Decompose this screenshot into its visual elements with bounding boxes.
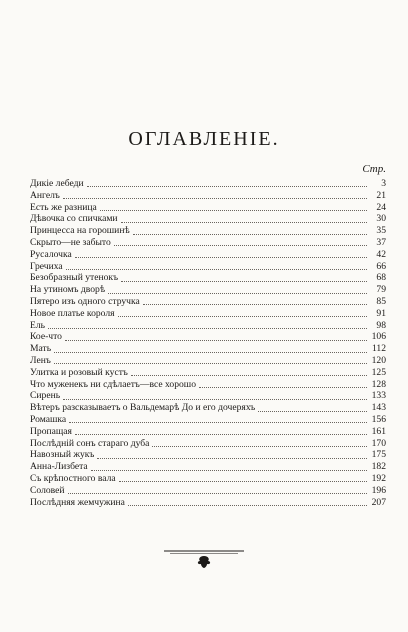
toc-entry-title: Анна-Лизбета [30, 461, 88, 473]
toc-entry [30, 308, 386, 320]
toc-leader-dots [258, 411, 367, 412]
toc-entry-page: 30 [376, 213, 386, 225]
page-title: ОГЛАВЛЕНIЕ. [128, 128, 280, 150]
toc-entry [30, 237, 386, 249]
toc-leader-dots [54, 352, 367, 353]
toc-entry-title: Гречиха [30, 260, 63, 272]
toc-entry [30, 473, 386, 485]
toc-entry-page: 128 [371, 378, 386, 390]
toc-entry-page: 98 [376, 319, 386, 331]
toc-entry-title: Мать [30, 343, 52, 355]
toc-entry-title: Дикiе лебеди [30, 178, 84, 189]
toc-leader-dots [75, 257, 367, 258]
toc-entry-page: 79 [376, 284, 386, 296]
toc-leader-dots [143, 304, 367, 305]
toc-entry-title: Ленъ [30, 354, 51, 366]
toc-entry-title: Принцесса на горошинѣ [30, 225, 130, 237]
toc-entry-page: 106 [371, 331, 386, 343]
toc-leader-dots [108, 293, 367, 294]
toc-entry-title: Дѣвочка со спичками [30, 213, 118, 225]
toc-entry-page: 68 [376, 272, 386, 284]
toc-entry [30, 225, 386, 237]
toc-entry [30, 190, 386, 202]
toc-entry [30, 414, 386, 426]
toc-entry-page: 207 [371, 496, 386, 508]
toc-entry-page: 35 [376, 225, 386, 237]
toc-entry [30, 202, 386, 214]
toc-entry [30, 320, 386, 332]
toc-leader-dots [100, 210, 367, 211]
toc-entry-page: 133 [371, 390, 386, 402]
toc-leader-dots [118, 316, 367, 317]
toc-entry-title: Послѣдняя жемчужина [30, 496, 125, 508]
toc-entry-page: 112 [371, 343, 386, 355]
toc-entry [30, 272, 386, 284]
toc-entry-title: Навозный жукъ [30, 449, 95, 461]
toc-entry [30, 390, 386, 402]
toc-entry-title: Сирень [30, 390, 61, 402]
toc-entry [30, 367, 386, 379]
toc-leader-dots [199, 387, 367, 388]
toc-entry-page: 192 [371, 472, 386, 484]
toc-leader-dots [87, 186, 367, 187]
toc-entry [30, 497, 386, 509]
toc-entry-title: Есть же разница [30, 201, 97, 213]
toc-leader-dots [54, 363, 367, 364]
toc-entry [30, 449, 386, 461]
toc-entry [30, 402, 386, 414]
toc-entry-title: Скрыто—не забыто [30, 236, 111, 248]
toc-entry-title: Соловей [30, 484, 65, 496]
toc-entry [30, 461, 386, 473]
toc-entry-title: Кое-что [30, 331, 62, 343]
toc-entry-title: Новое платье короля [30, 307, 115, 319]
toc-entry-page: 21 [376, 189, 386, 201]
toc-entry-page: 125 [371, 366, 386, 378]
toc-entry [30, 426, 386, 438]
toc-entry-page: 175 [371, 449, 386, 461]
toc-entry-title: Безобразный утенокъ [30, 272, 119, 284]
page-column-label: Стр. [362, 163, 386, 175]
toc-entry [30, 331, 386, 343]
toc-entry-title: На утиномъ дворѣ [30, 284, 106, 296]
toc-entry-title: Ангелъ [30, 189, 60, 201]
toc-entry-title: Ель [30, 319, 46, 331]
toc-leader-dots [121, 281, 367, 282]
toc-entry [30, 296, 386, 308]
toc-leader-dots [69, 422, 367, 423]
toc-entry-title: Что муженекъ ни сдѣлаетъ—все хорошо [30, 378, 196, 390]
toc-entry [30, 438, 386, 450]
toc-entry [30, 355, 386, 367]
toc-entry-page: 37 [376, 236, 386, 248]
toc-entry-page: 91 [376, 307, 386, 319]
toc-entry-title: Съ крѣпостного вала [30, 472, 116, 484]
toc-leader-dots [91, 470, 367, 471]
toc-leader-dots [97, 458, 367, 459]
toc-entry [30, 213, 386, 225]
toc-leader-dots [119, 481, 367, 482]
toc-entry-title: Послѣднiй сонъ стараго дуба [30, 437, 150, 449]
toc-entry-page: 170 [371, 437, 386, 449]
toc-entry-page: 161 [371, 425, 386, 437]
table-of-contents [30, 178, 386, 508]
toc-entry-title: Русалочка [30, 248, 72, 260]
toc-entry [30, 485, 386, 497]
toc-entry-title: Пятеро изъ одного стручка [30, 295, 140, 307]
toc-leader-dots [68, 493, 367, 494]
toc-entry-page: 120 [371, 354, 386, 366]
toc-leader-dots [66, 269, 367, 270]
toc-entry [30, 249, 386, 261]
toc-entry-page: 196 [371, 484, 386, 496]
toc-entry [30, 261, 386, 273]
decorative-ornament-icon [160, 547, 248, 569]
toc-entry-title: Улитка и розовый кустъ [30, 366, 128, 378]
toc-entry [30, 379, 386, 391]
toc-leader-dots [48, 328, 367, 329]
toc-leader-dots [133, 234, 367, 235]
toc-entry-title: Вѣтеръ разсказываетъ о Вальдемарѣ До и его дочеряхъ [30, 402, 256, 414]
toc-leader-dots [65, 340, 367, 341]
toc-entry [30, 178, 386, 190]
toc-leader-dots [131, 375, 367, 376]
toc-leader-dots [63, 399, 367, 400]
toc-entry-title: Ромашка [30, 413, 67, 425]
toc-leader-dots [75, 434, 367, 435]
toc-entry [30, 284, 386, 296]
toc-entry-page: 42 [376, 248, 386, 260]
toc-leader-dots [128, 505, 367, 506]
toc-entry-page: 156 [371, 413, 386, 425]
toc-entry-page: 85 [376, 295, 386, 307]
toc-leader-dots [114, 245, 367, 246]
toc-entry-page: 66 [376, 260, 386, 272]
toc-leader-dots [121, 222, 367, 223]
toc-entry-page: 3 [381, 178, 386, 189]
toc-entry-page: 182 [371, 461, 386, 473]
toc-entry-page: 143 [371, 402, 386, 414]
toc-leader-dots [63, 198, 367, 199]
toc-entry-page: 24 [376, 201, 386, 213]
toc-leader-dots [152, 446, 367, 447]
toc-entry-title: Пропащая [30, 425, 72, 437]
toc-entry [30, 343, 386, 355]
